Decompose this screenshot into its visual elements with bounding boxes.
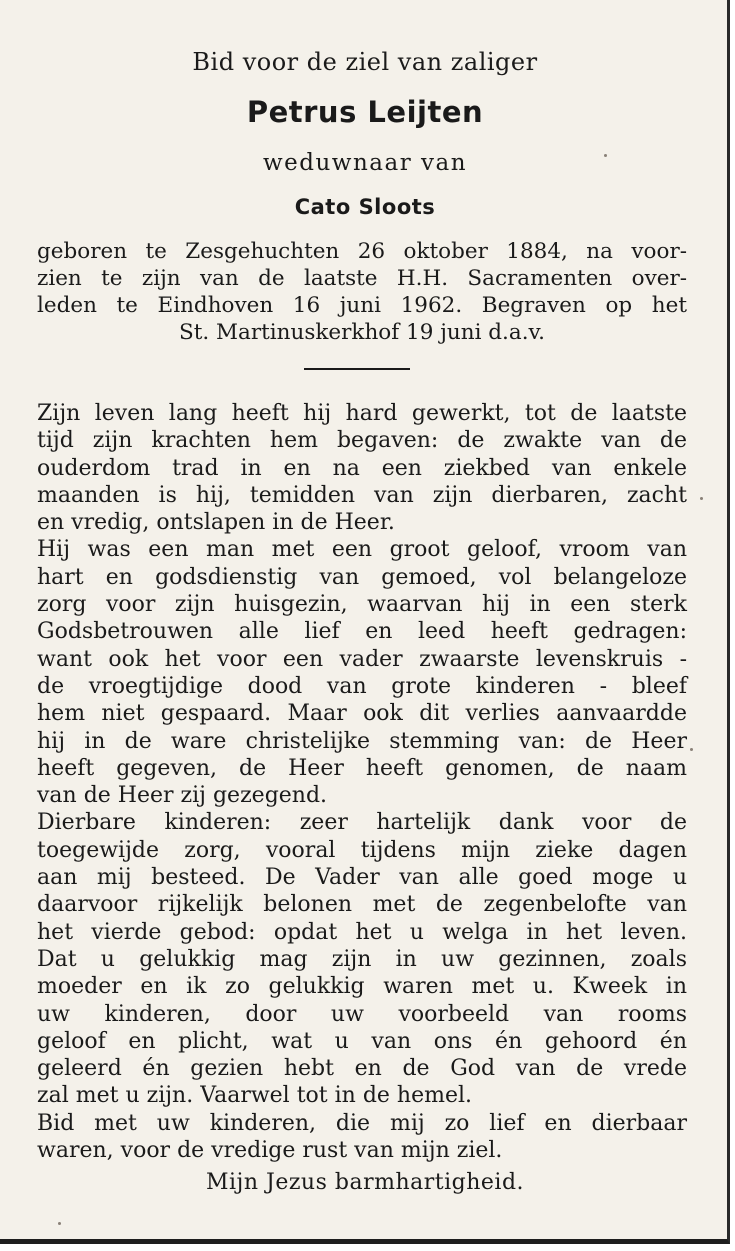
closing-prayer: Mijn Jezus barmhartigheid. xyxy=(205,1170,525,1195)
text-line: en vredig, ontslapen in de Heer. xyxy=(37,510,395,536)
memorial-text xyxy=(37,400,687,1164)
text-line: Godsbetrouwen alle lief en leed heeft gedragen: xyxy=(37,619,687,645)
text-line: Dat u gelukkig mag zijn in uw gezinnen, zoals xyxy=(37,946,687,972)
bio-line: leden te Eindhoven 16 juni 1962. Begraven op het xyxy=(37,293,687,318)
text-line: maanden is hij, temidden van zijn dierbaren, zacht xyxy=(37,482,687,508)
text-line: waren, voor de vredige rust van mijn ziel. xyxy=(37,1138,503,1164)
intro-line: Bid voor de ziel van zaliger xyxy=(192,48,538,76)
text-line: Bid met uw kinderen, die mij zo lief en dierbaar xyxy=(37,1110,687,1136)
paper-speck xyxy=(700,497,703,500)
text-line: ouderdom trad in en na een ziekbed van enkele xyxy=(37,455,687,481)
text-line: hart en godsdienstig van gemoed, vol belangeloze xyxy=(37,564,687,590)
text-line: van de Heer zij gezegend. xyxy=(37,783,328,809)
text-line: zal met u zijn. Vaarwel tot in de hemel. xyxy=(37,1083,473,1109)
text-line: daarvoor rijkelijk belonen met de zegenbelofte van xyxy=(37,892,687,918)
text-line: geloof en plicht, wat u van ons én gehoord én xyxy=(37,1028,687,1054)
bio-line: geboren te Zesgehuchten 26 oktober 1884, na voor- xyxy=(37,239,687,264)
spouse-name: Cato Sloots xyxy=(294,195,436,219)
bio-line: zien te zijn van de laatste H.H. Sacramenten over- xyxy=(37,266,687,291)
paper-speck xyxy=(690,748,693,751)
text-line: hem niet gespaard. Maar ook dit verlies aanvaardde xyxy=(37,701,687,727)
paper-speck xyxy=(604,154,607,157)
biography-block xyxy=(37,238,687,346)
text-line: zorg voor zijn huisgezin, waarvan hij in een sterk xyxy=(37,592,687,618)
relation-line: weduwnaar van xyxy=(262,150,468,176)
text-line: aan mij besteed. De Vader van alle goed moge u xyxy=(37,865,687,891)
bio-line: St. Martinuskerkhof 19 juni d.a.v. xyxy=(179,320,545,345)
paper-speck xyxy=(58,1222,61,1225)
text-line: want ook het voor een vader zwaarste levenskruis - xyxy=(37,646,687,672)
text-line: Hij was een man met een groot geloof, vroom van xyxy=(37,537,687,563)
text-line: moeder en ik zo gelukkig waren met u. Kweek in xyxy=(37,974,687,1000)
text-line: heeft gegeven, de Heer heeft genomen, de naam xyxy=(37,755,687,781)
text-line: uw kinderen, door uw voorbeeld van rooms xyxy=(37,1001,687,1027)
text-line: geleerd én gezien hebt en de God van de vrede xyxy=(37,1056,687,1082)
text-line: hij in de ware christelijke stemming van: de Heer xyxy=(37,728,687,754)
scan-margin xyxy=(0,1244,735,1251)
text-line: tijd zijn krachten hem begaven: de zwakte van de xyxy=(37,428,687,454)
text-line: Zijn leven lang heeft hij hard gewerkt, tot de laatste xyxy=(37,401,687,426)
text-line: de vroegtijdige dood van grote kinderen - bleef xyxy=(37,673,687,699)
text-line: toegewijde zorg, vooral tijdens mijn zieke dagen xyxy=(37,837,687,863)
text-line: Dierbare kinderen: zeer hartelijk dank voor de xyxy=(37,810,687,836)
divider-rule xyxy=(304,368,410,370)
deceased-name: Petrus Leijten xyxy=(246,95,484,129)
text-line: het vierde gebod: opdat het u welga in het leven. xyxy=(37,919,687,945)
